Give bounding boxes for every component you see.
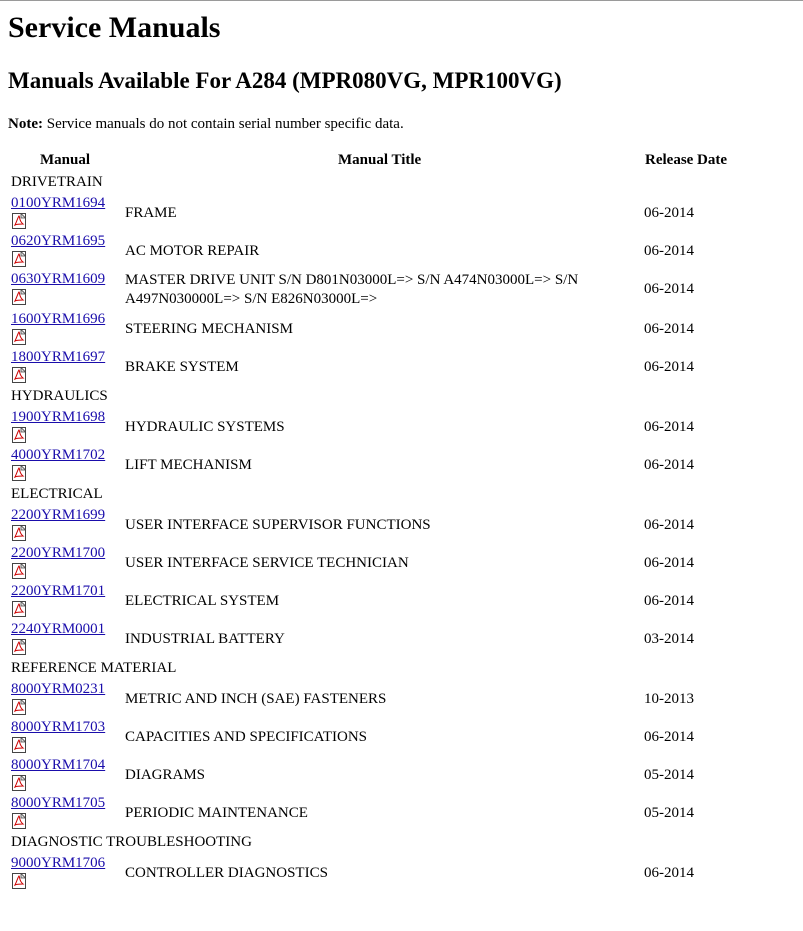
manual-link[interactable]: 1800YRM1697 [11,349,106,365]
manual-link[interactable]: 8000YRM0231 [11,681,106,697]
release-date: 03-2014 [644,631,694,647]
release-date: 06-2014 [644,729,694,745]
pdf-icon[interactable] [12,775,26,791]
manual-title: CAPACITIES AND SPECIFICATIONS [125,729,367,745]
table-row [0,409,803,445]
manual-link[interactable]: 0620YRM1695 [11,233,106,249]
note-text: Service manuals do not contain serial number specific data. [42,116,404,132]
pdf-icon[interactable] [12,737,26,753]
section-heading: ELECTRICAL [11,486,103,502]
section-heading: REFERENCE MATERIAL [11,660,177,676]
release-date: 06-2014 [644,205,694,221]
release-date: 05-2014 [644,805,694,821]
manual-title: HYDRAULIC SYSTEMS [125,419,285,435]
manual-title: STEERING MECHANISM [125,321,293,337]
pdf-icon[interactable] [12,699,26,715]
manual-link[interactable]: 0100YRM1694 [11,195,106,211]
release-date: 05-2014 [644,767,694,783]
release-date: 06-2014 [644,517,694,533]
pdf-icon[interactable] [12,563,26,579]
manual-title: USER INTERFACE SERVICE TECHNICIAN [125,555,409,571]
manual-title: CONTROLLER DIAGNOSTICS [125,865,328,881]
manual-title: DIAGRAMS [125,767,206,783]
table-row [0,795,803,831]
manual-link[interactable]: 4000YRM1702 [11,447,106,463]
section-heading: HYDRAULICS [11,388,108,404]
manual-link[interactable]: 8000YRM1705 [11,795,106,811]
manual-link[interactable]: 1900YRM1698 [11,409,106,425]
manual-title: INDUSTRIAL BATTERY [125,631,285,647]
column-header-date: Release Date [645,152,728,168]
table-row [0,681,803,717]
pdf-icon[interactable] [12,289,26,305]
manual-title: USER INTERFACE SUPERVISOR FUNCTIONS [125,517,431,533]
release-date: 06-2014 [644,865,694,881]
manual-link[interactable]: 8000YRM1704 [11,757,106,773]
manual-link[interactable]: 2200YRM1701 [11,583,106,599]
pdf-icon[interactable] [12,329,26,345]
manual-link[interactable]: 2240YRM0001 [11,621,106,637]
table-row [0,507,803,543]
table-row [0,271,803,307]
pdf-icon[interactable] [12,251,26,267]
pdf-icon[interactable] [12,525,26,541]
manual-title: BRAKE SYSTEM [125,359,239,375]
manual-title: LIFT MECHANISM [125,457,252,473]
manual-link[interactable]: 2200YRM1699 [11,507,106,523]
release-date: 06-2014 [644,457,694,473]
table-row [0,311,803,347]
pdf-icon[interactable] [12,367,26,383]
manual-title: METRIC AND INCH (SAE) FASTENERS [125,691,387,707]
manual-title: PERIODIC MAINTENANCE [125,805,308,821]
window-top-border [0,0,803,1]
release-date: 06-2014 [644,281,694,297]
pdf-icon[interactable] [12,873,26,889]
table-row [0,621,803,657]
table-row [0,233,803,269]
note [8,115,404,134]
table-row [0,349,803,385]
release-date: 06-2014 [644,243,694,259]
manual-link[interactable]: 8000YRM1703 [11,719,106,735]
page-subtitle: Manuals Available For A284 (MPR080VG, MPR100VG) [8,68,562,93]
table-row [0,855,803,891]
manual-link[interactable]: 1600YRM1696 [11,311,106,327]
pdf-icon[interactable] [12,601,26,617]
pdf-icon[interactable] [12,213,26,229]
table-row [0,447,803,483]
column-header-manual: Manual [40,152,91,168]
table-row [0,757,803,793]
section-heading: DIAGNOSTIC TROUBLESHOOTING [11,834,252,850]
column-header-title: Manual Title [338,152,422,168]
release-date: 06-2014 [644,419,694,435]
pdf-icon[interactable] [12,465,26,481]
release-date: 06-2014 [644,555,694,571]
note-label: Note: [8,116,43,132]
release-date: 06-2014 [644,321,694,337]
manual-link[interactable]: 2200YRM1700 [11,545,106,561]
table-row [0,583,803,619]
page-title: Service Manuals [8,11,221,44]
section-heading: DRIVETRAIN [11,174,103,190]
table-row [0,719,803,755]
table-row [0,195,803,231]
pdf-icon[interactable] [12,639,26,655]
table-row [0,545,803,581]
pdf-icon[interactable] [12,427,26,443]
release-date: 06-2014 [644,359,694,375]
release-date: 10-2013 [644,691,694,707]
pdf-icon[interactable] [12,813,26,829]
manual-link[interactable]: 0630YRM1609 [11,271,106,287]
manual-title: MASTER DRIVE UNIT S/N D801N03000L=> S/N A474N03000L=> S/N A497N030000L=> S/N E826N03000L=> [125,272,579,307]
manual-title: AC MOTOR REPAIR [125,243,260,259]
manual-title: FRAME [125,205,177,221]
manual-link[interactable]: 9000YRM1706 [11,855,106,871]
manual-title: ELECTRICAL SYSTEM [125,593,280,609]
release-date: 06-2014 [644,593,694,609]
